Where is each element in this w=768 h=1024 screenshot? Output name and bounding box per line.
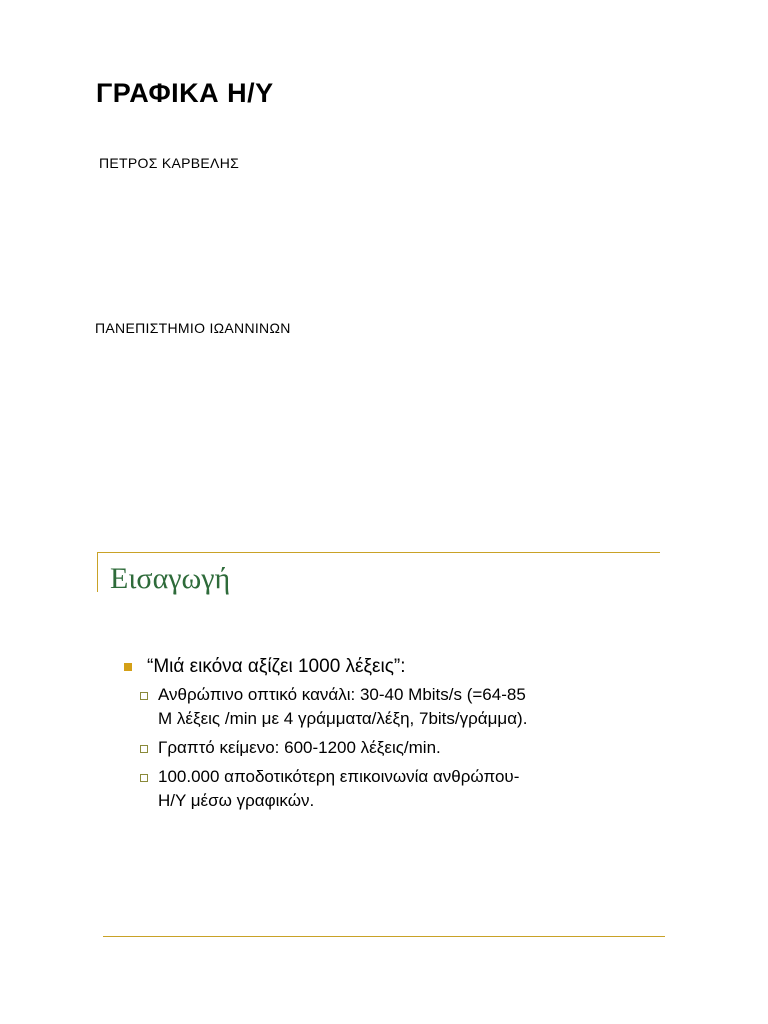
bullet-text: “Μιά εικόνα αξίζει 1000 λέξεις”: (147, 656, 406, 677)
slide-title-accent-line (97, 552, 98, 592)
hollow-square-bullet-icon (140, 774, 148, 782)
sub-bullet-text (158, 683, 527, 731)
sub-bullet-text (158, 765, 519, 813)
section-title: Εισαγωγή (110, 562, 231, 595)
bullet-square-icon (124, 663, 132, 671)
author-name: ΠΕΤΡΟΣ ΚΑΡΒΕΛΗΣ (99, 155, 240, 171)
sub-bullet-line: 100.000 αποδοτικότερη επικοινωνία ανθρώπου- (158, 767, 520, 786)
bullet-list (124, 654, 644, 818)
slide-title: ΓΡΑΦΙΚΑ Η/Υ (96, 78, 274, 108)
slide-top-divider (97, 552, 660, 553)
hollow-square-bullet-icon (140, 692, 148, 700)
bullet-item (124, 654, 644, 680)
sub-bullet-text: Γραπτό κείμενο: 600-1200 λέξεις/min. (158, 738, 441, 757)
hollow-square-bullet-icon (140, 745, 148, 753)
sub-bullet-item (140, 736, 644, 760)
sub-bullet-line: Ανθρώπινο οπτικό κανάλι: 30-40 Mbits/s (=64-85 (158, 685, 526, 704)
sub-bullet-list (124, 683, 644, 813)
institution-name: ΠΑΝΕΠΙΣΤΗΜΙΟ ΙΩΑΝΝΙΝΩΝ (95, 320, 291, 336)
sub-bullet-line: Η/Υ μέσω γραφικών. (158, 791, 315, 810)
slide-bottom-divider (103, 936, 665, 937)
sub-bullet-item (140, 683, 644, 731)
sub-bullet-item (140, 765, 644, 813)
sub-bullet-line: M λέξεις /min με 4 γράμματα/λέξη, 7bits/γράμμα). (158, 709, 528, 728)
